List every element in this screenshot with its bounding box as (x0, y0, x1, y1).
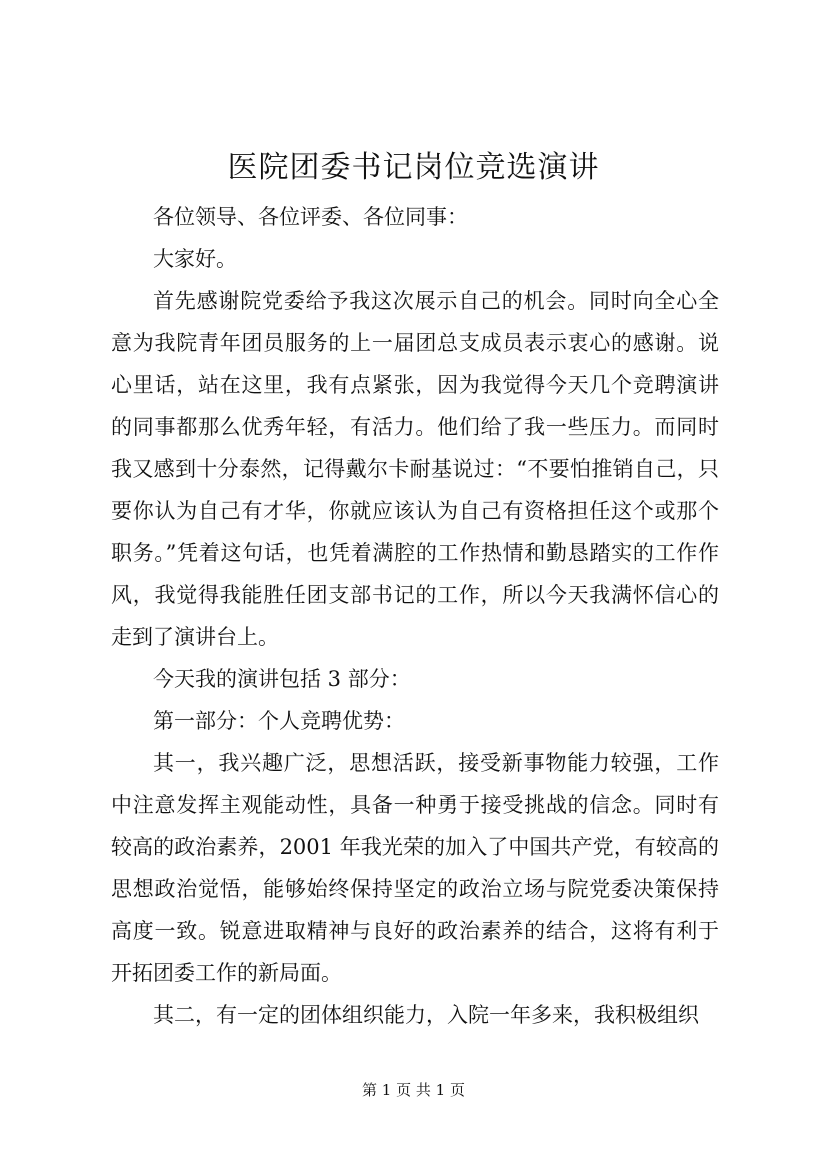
paragraph-part-one-heading: 第一部分：个人竞聘优势： (153, 709, 405, 733)
paragraph-greeting: 大家好。 (153, 247, 237, 271)
paragraph-salutation: 各位领导、各位评委、各位同事： (153, 205, 468, 229)
document-body (111, 196, 719, 1036)
page-footer: 第 1 页 共 1 页 (362, 1081, 465, 1099)
paragraph-advantage-two: 其二，有一定的团体组织能力，入院一年多来，我积极组织 (153, 1003, 699, 1027)
document-title: 医院团委书记岗位竞选演讲 (227, 150, 600, 185)
paragraph-introduction: 首先感谢院党委给予我这次展示自己的机会。同时向全心全意为我院青年团员服务的上一届团总支成员表示衷心的感谢。说心里话，站在这里，我有点紧张，因为我觉得今天几个竞聘演讲的同事都那么优秀年轻，有活力。他们给了我一些压力。而同时我又感到十分泰然，记得戴尔卡耐基说过：“不要怕推销自己，只要你认为自己有才华，你就应该认为自己有资格担任这个或那个职务。”凭着这句话，也凭着满腔的工作热情和勤恳踏实的工作作风，我觉得我能胜任团支部书记的工作，所以今天我满怀信心的走到了演讲台上。 (111, 289, 719, 649)
paragraph-advantage-one: 其一，我兴趣广泛，思想活跃，接受新事物能力较强，工作中注意发挥主观能动性，具备一种勇于接受挑战的信念。同时有较高的政治素养，2001 年我光荣的加入了中国共产党，有较高的思想政治觉悟，能够始终保持坚定的政治立场与院党委决策保持高度一致。锐意进取精神与良好的政治素养的结合，这将有利于开拓团委工作的新局面。 (111, 751, 719, 985)
paragraph-outline: 今天我的演讲包括 3 部分： (153, 667, 411, 691)
